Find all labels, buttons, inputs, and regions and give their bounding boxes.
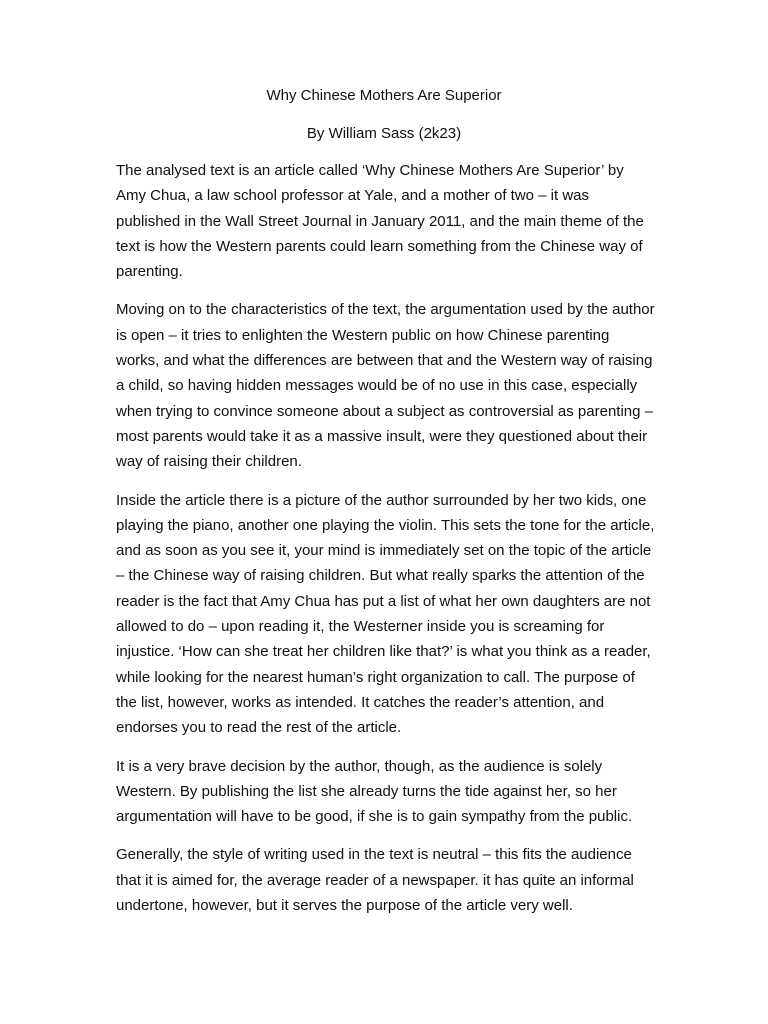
document-title: Why Chinese Mothers Are Superior	[266, 87, 502, 104]
paragraph-3: Inside the article there is a picture of the author surrounded by her two kids, one playing the piano, another one playing the violin. This sets the tone for the article, and as soon as you see it, your mind is immediately set on the topic of the article – the Chinese way of raising children. But what really sparks the attention of the reader is the fact that Amy Chua has put a list of what her own daughters are not allowed to do – upon reading it, the Westerner inside you is screaming for injustice. ‘How can she treat her children like that?’ is what you think as a reader, while looking for the nearest human’s right organization to call. The purpose of the list, however, works as intended. It catches the reader’s attention, and endorses you to read the rest of the article.	[116, 491, 655, 737]
document-body	[116, 158, 656, 931]
paragraph-2: Moving on to the characteristics of the text, the argumentation used by the author is open – it tries to enlighten the Western public on how Chinese parenting works, and what the differences are between that and the Western way of raising a child, so having hidden messages would be of no use in this case, especially when trying to convince someone about a subject as controversial as parenting –most parents would take it as a massive insult, were they questioned about their way of raising their children.	[116, 301, 655, 471]
document-byline: By William Sass (2k23)	[306, 125, 462, 142]
paragraph-1: The analysed text is an article called ‘Why Chinese Mothers Are Superior’ by Amy Chua, a law school professor at Yale, and a mother of two – it was published in the Wall Street Journal in January 2011, and the main theme of the text is how the Western parents could learn something from the Chinese way of parenting.	[116, 162, 644, 281]
paragraph-4: It is a very brave decision by the author, though, as the audience is solely Western. By publishing the list she already turns the tide against her, so her argumentation will have to be good, if she is to gain sympathy from the public.	[116, 757, 633, 826]
paragraph-5: Generally, the style of writing used in the text is neutral – this fits the audience that it is aimed for, the average reader of a newspaper. it has quite an informal undertone, however, but it serves the purpose of the article very well.	[116, 846, 634, 915]
